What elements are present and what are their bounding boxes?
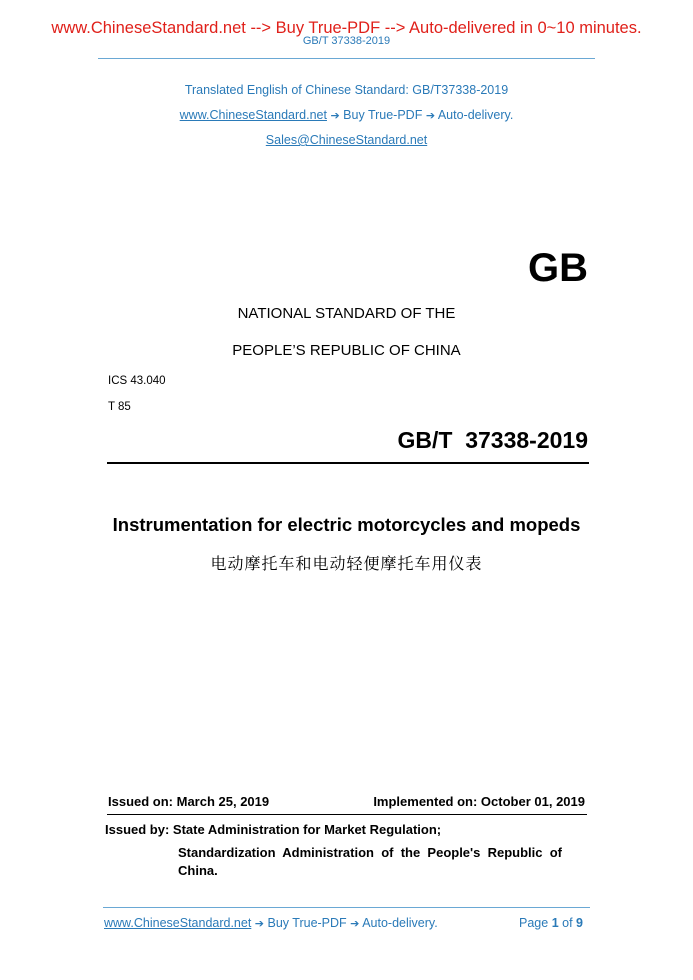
email-line <box>0 133 693 147</box>
standard-number-rule <box>107 462 589 464</box>
implemented-on-date: Implemented on: October 01, 2019 <box>373 794 585 809</box>
arrow-icon: ➔ <box>254 917 265 930</box>
gb-logo: GB <box>528 246 588 290</box>
footer-auto-delivery-text: Auto-delivery. <box>362 916 438 930</box>
page-indicator <box>519 916 583 930</box>
page-of-label: of <box>562 916 573 930</box>
footer-buy-true-pdf-text: Buy True-PDF <box>267 916 347 930</box>
site-link[interactable]: www.ChineseStandard.net <box>179 108 327 122</box>
header-standard-code: GB/T 37338-2019 <box>302 35 391 47</box>
arrow-icon: ➔ <box>330 109 340 122</box>
issued-on-date: Issued on: March 25, 2019 <box>108 794 270 809</box>
sales-email-link[interactable]: Sales@ChineseStandard.net <box>265 133 428 147</box>
page-total: 9 <box>576 916 583 930</box>
ics-code: ICS 43.040 <box>108 375 166 387</box>
issued-by-line: Issued by: State Administration for Market Regulation; <box>105 822 442 837</box>
page-current: 1 <box>551 916 559 930</box>
top-banner-link[interactable]: www.ChineseStandard.net --> Buy True-PDF --> Auto-delivered in 0~10 minutes. <box>51 19 642 37</box>
title-chinese: 电动摩托车和电动轻便摩托车用仪表 <box>210 554 483 573</box>
issuer-second-line1: Standardization Administration of the People's Republic of <box>178 845 562 860</box>
footer-purchase-line <box>104 916 438 930</box>
title-english: Instrumentation for electric motorcycles and mopeds <box>112 514 581 535</box>
standard-number: GB/T 37338-2019 <box>397 427 588 453</box>
arrow-icon: ➔ <box>350 917 360 930</box>
auto-delivery-text: Auto-delivery. <box>437 108 514 122</box>
purchase-line <box>0 108 693 122</box>
translation-note: Translated English of Chinese Standard: GB/T37338-2019 <box>184 83 509 97</box>
page-label: Page <box>519 916 549 930</box>
issuer-second-line2: China. <box>178 863 218 878</box>
national-standard-heading: NATIONAL STANDARD OF THE <box>237 305 456 322</box>
footer-site-link[interactable]: www.ChineseStandard.net <box>104 916 252 930</box>
dates-rule <box>107 814 587 815</box>
buy-true-pdf-text: Buy True-PDF <box>343 108 423 122</box>
country-heading: PEOPLE’S REPUBLIC OF CHINA <box>232 342 461 359</box>
classification-code: T 85 <box>108 401 131 413</box>
header-divider <box>98 58 595 59</box>
footer-divider <box>103 907 590 908</box>
arrow-icon: ➔ <box>425 109 436 122</box>
